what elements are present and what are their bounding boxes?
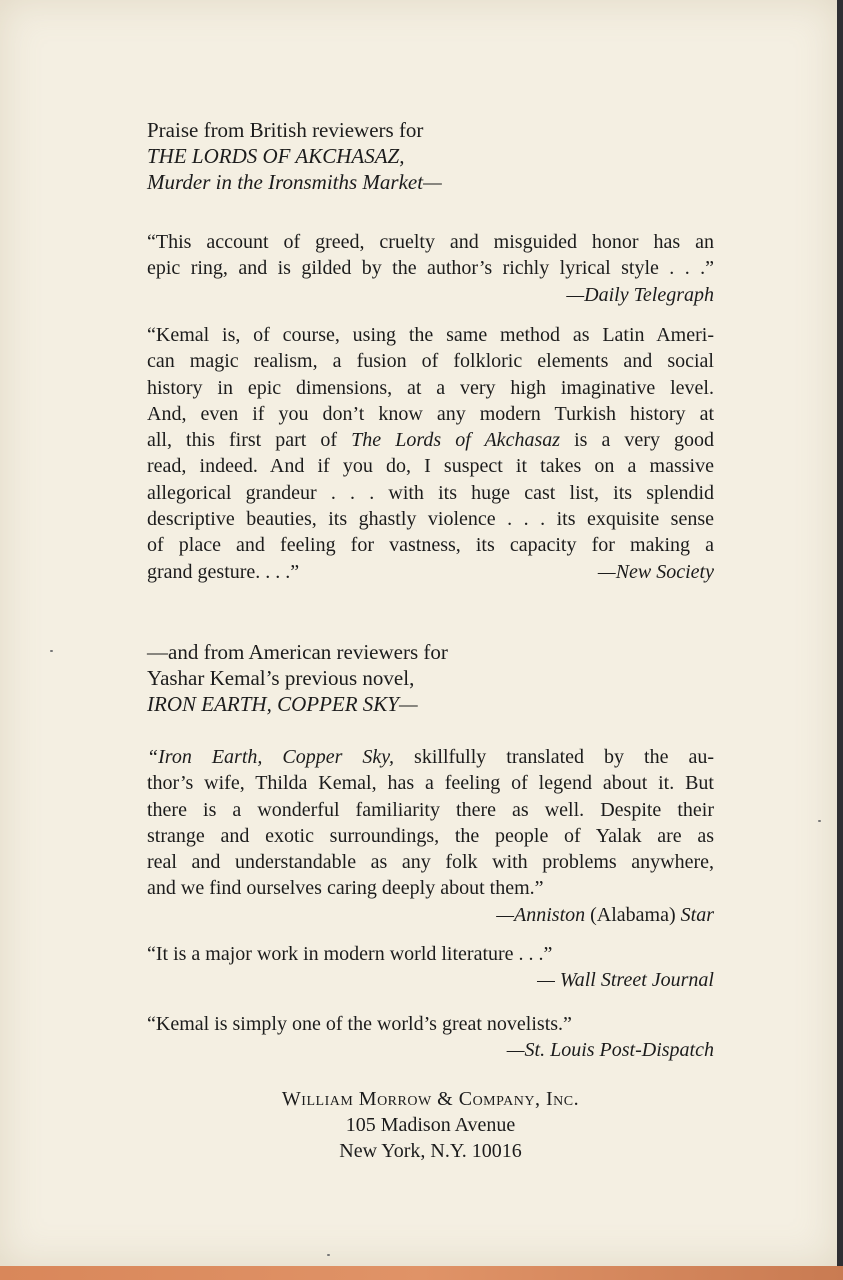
quote-attribution <box>147 902 714 928</box>
quote-line: epic ring, and is gilded by the author’s richly lyrical style . . .” <box>147 257 714 280</box>
attribution-paper: Star <box>680 903 714 926</box>
quote-book-title: The Lords of Akchasaz <box>351 429 561 452</box>
publisher-block <box>147 1086 714 1164</box>
book-title: THE LORDS OF AKCHASAZ, <box>147 144 405 168</box>
quote-line: descriptive beauties, its ghastly violence . . . its exquisite sense <box>147 508 714 531</box>
quote-attribution: —St. Louis Post-Dispatch <box>506 1039 714 1062</box>
heading-line: Praise from British reviewers for <box>147 118 424 142</box>
quote-text: is a very good <box>560 429 714 452</box>
quote-text: all, this first part of <box>147 429 352 452</box>
quote-line: real and understandable as any folk with problems anywhere, <box>147 851 714 874</box>
paper-speck <box>327 1254 330 1256</box>
quote-line: grand gesture. . . .” <box>147 560 300 583</box>
cover-edge <box>837 0 843 1266</box>
quote-line: “It is a major work in modern world literature . . .” <box>147 943 553 965</box>
quote-book-title: “Iron Earth, Copper Sky, <box>147 746 395 768</box>
quote-line: of place and feeling for vastness, its capacity for making a <box>147 534 714 557</box>
book-subtitle: Murder in the Ironsmiths Market— <box>147 170 442 194</box>
quote-new-society <box>147 322 714 585</box>
quote-last-row <box>147 559 714 585</box>
praise-heading-british <box>147 117 714 195</box>
praise-heading-american <box>147 639 714 717</box>
attribution-state: (Alabama) <box>585 903 681 926</box>
quote-line: and we find ourselves caring deeply about them.” <box>147 877 544 900</box>
attribution-city: —Anniston <box>496 903 586 926</box>
publisher-street: 105 Madison Avenue <box>345 1114 516 1136</box>
quote-line: read, indeed. And if you do, I suspect it takes on a massive <box>147 455 714 478</box>
cover-bottom-strip <box>0 1266 843 1280</box>
quote-text: skillfully translated by the au- <box>394 746 714 768</box>
quote-line: there is a wonderful familiarity there as well. Despite their <box>147 798 714 821</box>
quote-anniston-star <box>147 744 714 928</box>
book-title: IRON EARTH, COPPER SKY— <box>147 692 418 716</box>
paper-speck <box>818 820 821 822</box>
quote-line: thor’s wife, Thilda Kemal, has a feeling of legend about it. But <box>147 772 714 795</box>
quote-line: “Kemal is, of course, using the same method as Latin Ameri- <box>147 324 714 346</box>
paper-speck <box>50 650 53 652</box>
quote-line: can magic realism, a fusion of folkloric elements and social <box>147 350 714 373</box>
heading-line: —and from American reviewers for <box>147 640 448 664</box>
quote-line: strange and exotic surroundings, the people of Yalak are as <box>147 824 714 847</box>
quote-line <box>147 744 714 770</box>
quote-line: history in epic dimensions, at a very high imaginative level. <box>147 376 714 399</box>
quote-line: “Kemal is simply one of the world’s great novelists.” <box>147 1013 572 1035</box>
heading-line: Yashar Kemal’s previous novel, <box>147 666 415 690</box>
quote-line: And, even if you don’t know any modern Turkish history at <box>147 402 714 425</box>
quote-line: allegorical grandeur . . . with its huge cast list, its splendid <box>147 481 714 504</box>
publisher-city: New York, N.Y. 10016 <box>339 1140 522 1162</box>
publisher-name: William Morrow & Company, Inc. <box>281 1088 580 1110</box>
quote-attribution: —New Society <box>597 560 714 583</box>
quote-attribution: — Wall Street Journal <box>537 969 714 992</box>
quote-line <box>147 427 714 453</box>
quote-st-louis-post-dispatch <box>147 1011 714 1064</box>
quote-daily-telegraph <box>147 229 714 308</box>
quote-wall-street-journal <box>147 941 714 994</box>
quote-line: “This account of greed, cruelty and misguided honor has an <box>147 231 714 253</box>
quote-attribution: —Daily Telegraph <box>566 283 714 306</box>
